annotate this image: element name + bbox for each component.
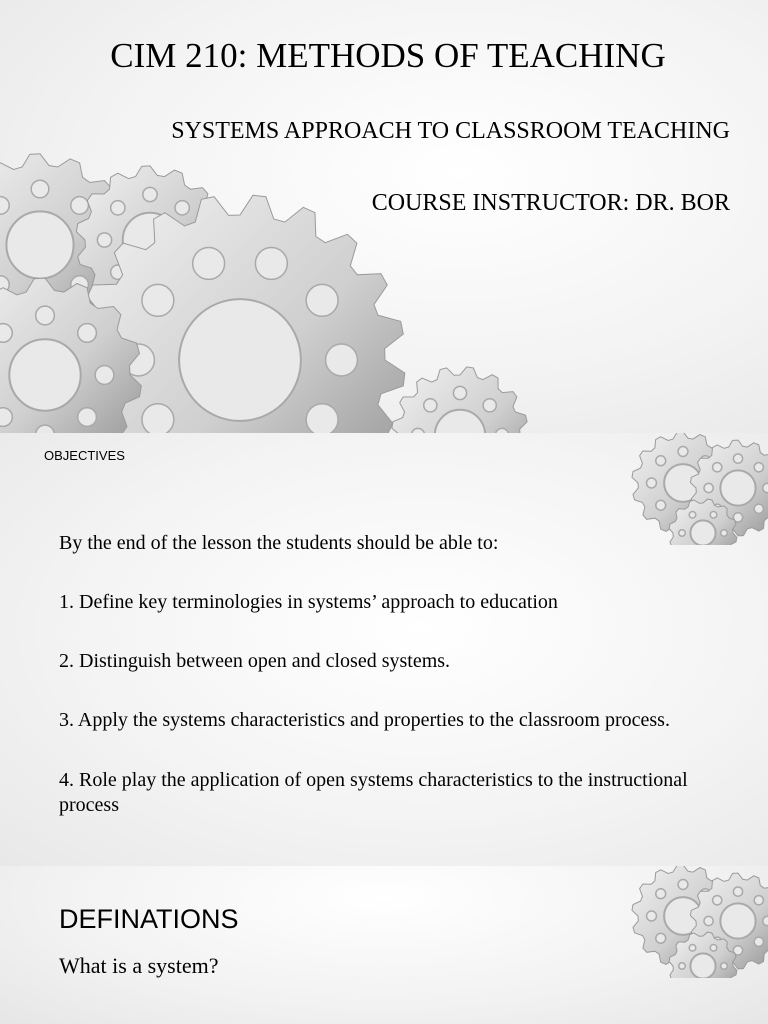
definitions-slide <box>0 866 768 1024</box>
title-slide <box>0 0 768 433</box>
lecture-subtitle: SYSTEMS APPROACH TO CLASSROOM TEACHING <box>171 118 730 144</box>
objective-item-3: 3. Apply the systems characteristics and properties to the classroom process. <box>59 709 670 731</box>
gears-corner-icon <box>628 866 768 978</box>
definition-question: What is a system? <box>59 953 219 978</box>
objectives-heading: OBJECTIVES <box>44 448 125 463</box>
gears-corner-icon <box>628 433 768 545</box>
course-title: CIM 210: METHODS OF TEACHING <box>110 36 666 75</box>
objective-item-4: 4. Role play the application of open systems characteristics to the instructional process <box>59 769 688 816</box>
objective-item-1: 1. Define key terminologies in systems’ approach to education <box>59 591 558 613</box>
instructor-name: COURSE INSTRUCTOR: DR. BOR <box>371 190 730 216</box>
definitions-heading: DEFINATIONS <box>59 904 239 934</box>
objectives-intro: By the end of the lesson the students should be able to: <box>59 532 499 554</box>
objective-item-2: 2. Distinguish between open and closed systems. <box>59 650 451 672</box>
objectives-slide <box>0 433 768 866</box>
